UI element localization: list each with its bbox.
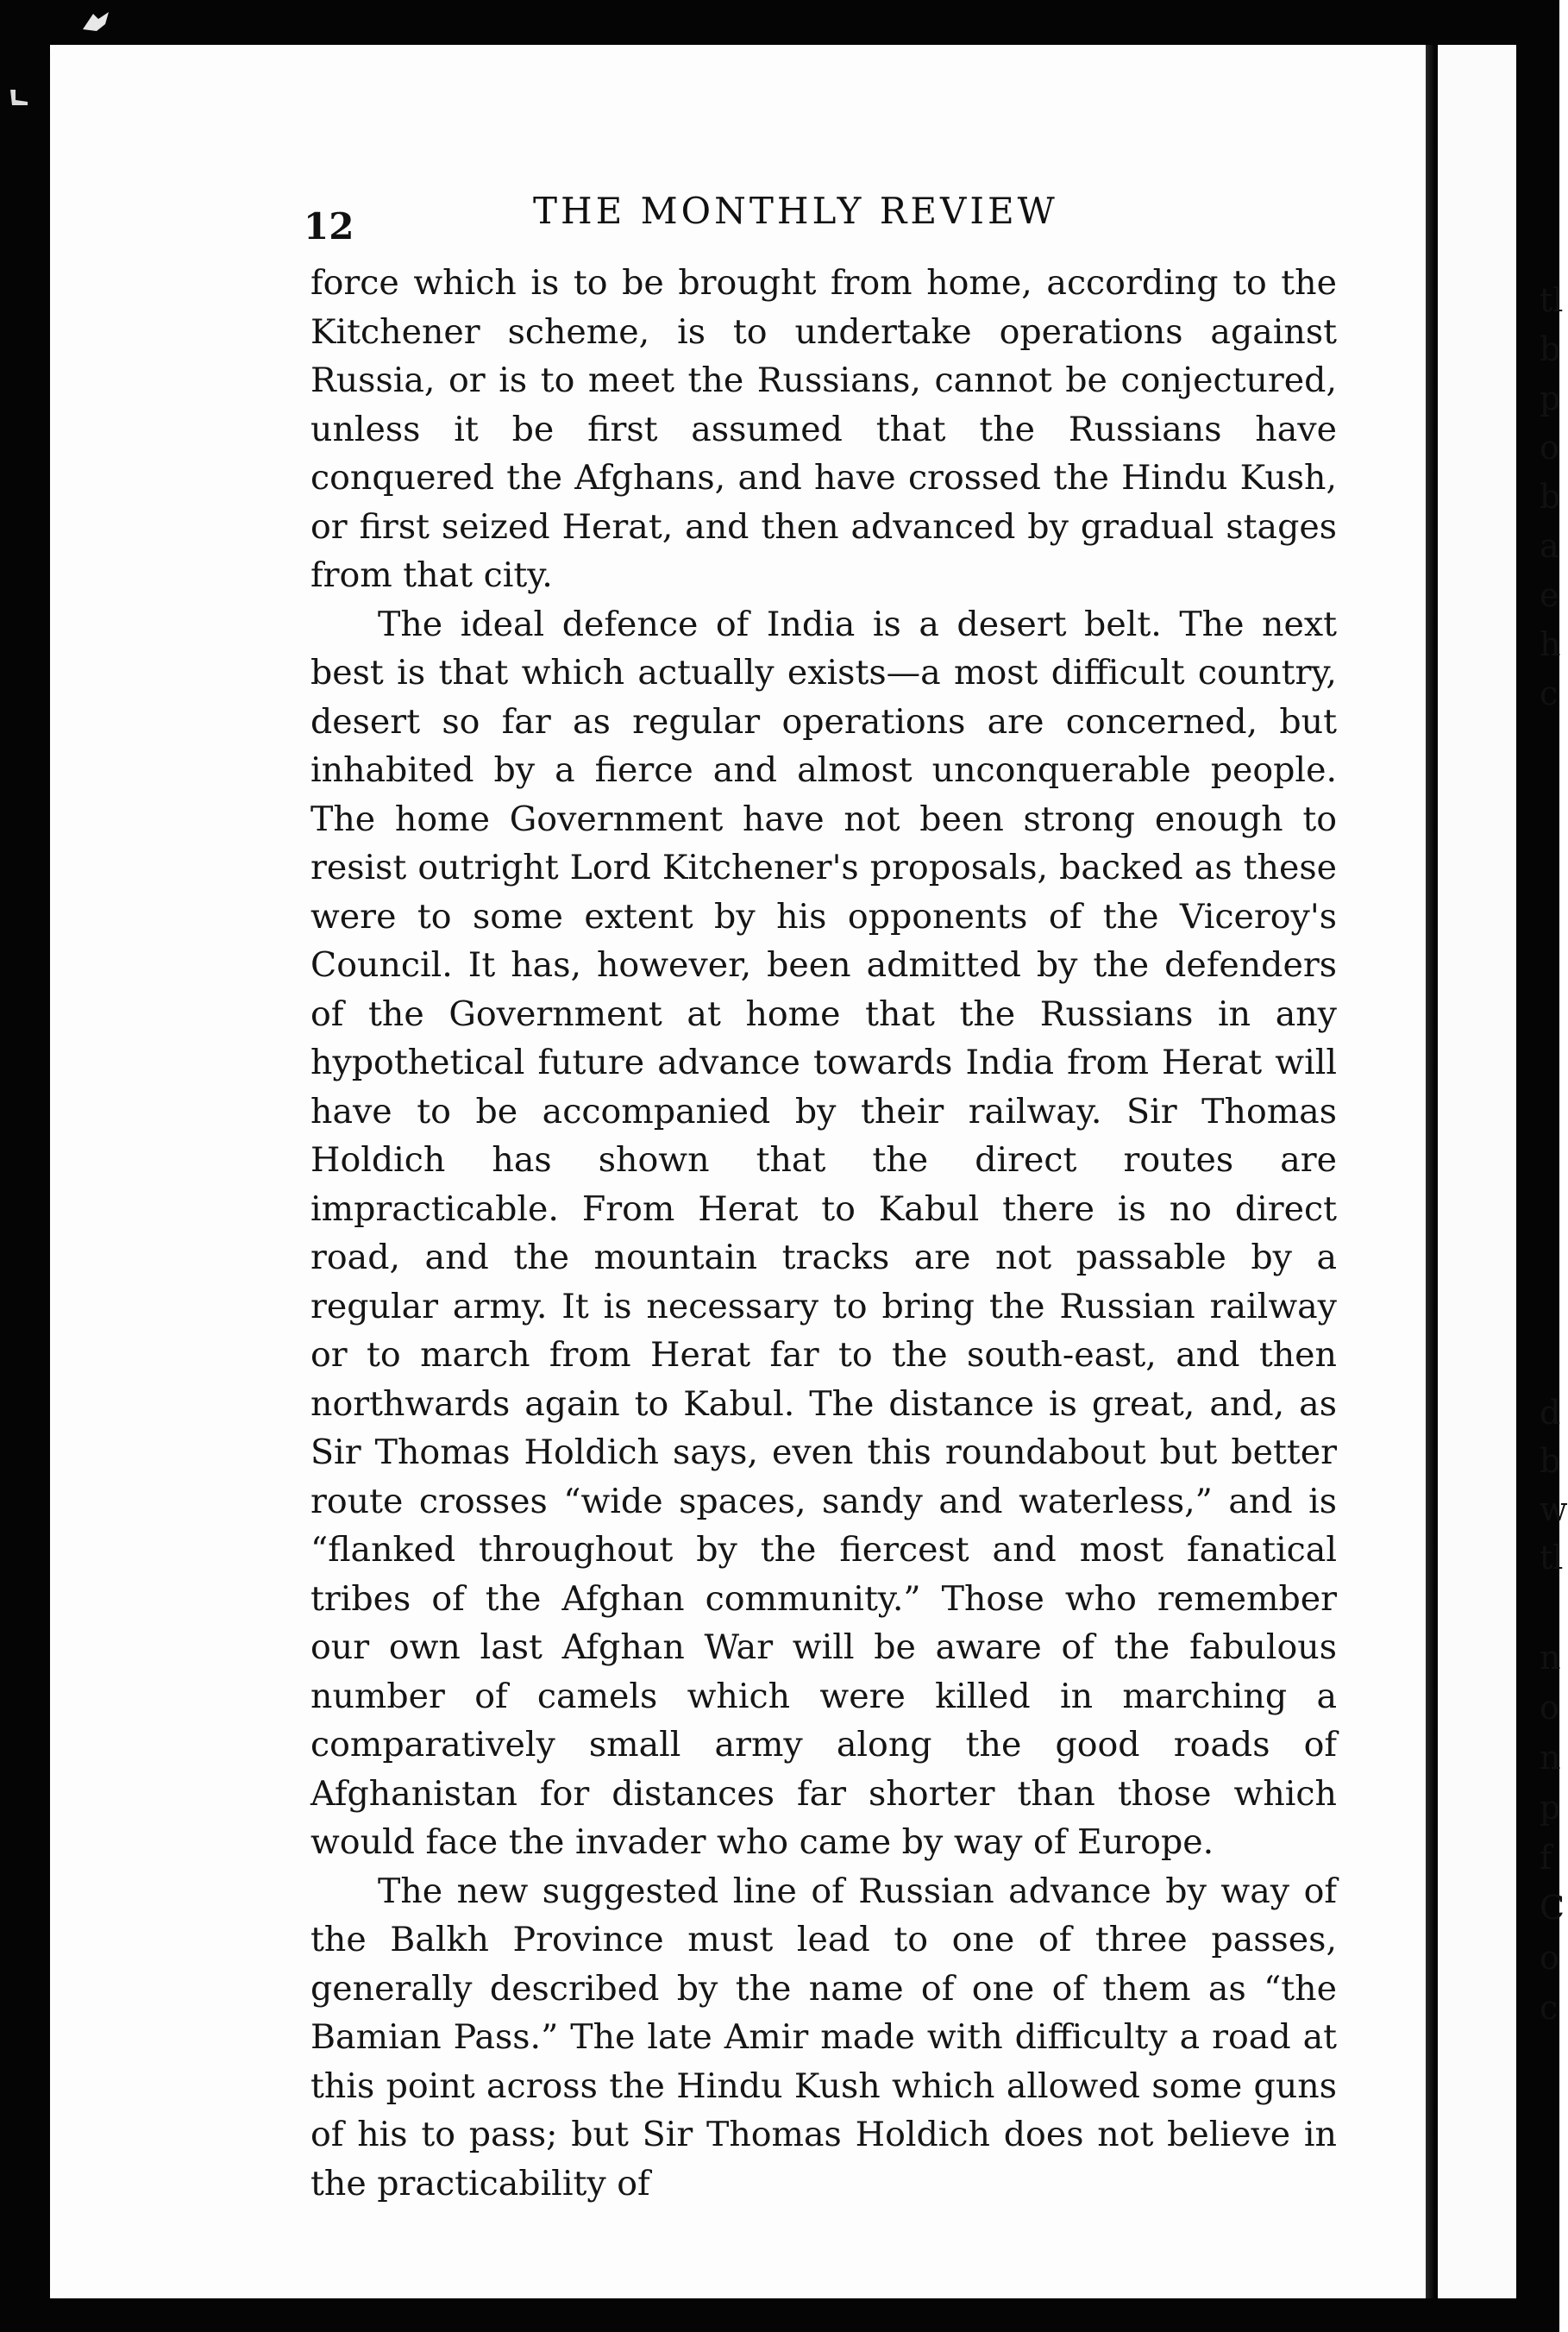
book-gutter bbox=[1426, 45, 1438, 2298]
scan-border-bottom bbox=[0, 2298, 1559, 2332]
facing-page-fragment: d bbox=[1540, 1394, 1561, 1432]
paragraph: The new suggested line of Russian advance by way of the Balkh Province must lead to one of three passes, generally described by the name of one of them as “the Bamian Pass.” The late Amir made with difficulty a road at this point across the Hindu Kush which allowed some guns of his to pass; but Sir Thomas Holdich does not believe in the practicability of bbox=[310, 1871, 1337, 2203]
facing-page-fragment: o bbox=[1540, 429, 1559, 467]
facing-page-fragment: b bbox=[1540, 330, 1561, 368]
facing-page-fragment: c bbox=[1540, 674, 1559, 712]
facing-page-fragment: o bbox=[1540, 1689, 1559, 1727]
running-head bbox=[304, 174, 1330, 248]
facing-page-fragment: e bbox=[1540, 576, 1559, 614]
facing-page-fragment: p bbox=[1540, 379, 1561, 417]
facing-page-fragment: n bbox=[1540, 1639, 1561, 1677]
facing-page-fragment: tl bbox=[1540, 1539, 1564, 1577]
facing-page-fragment: a bbox=[1540, 527, 1559, 565]
scan-smudge-icon bbox=[7, 86, 31, 109]
facing-page-fragment: w bbox=[1540, 1490, 1568, 1528]
facing-page-fragment: tl bbox=[1540, 281, 1564, 319]
facing-page-fragment: p bbox=[1540, 1789, 1561, 1827]
paragraph: force which is to be brought from home, according to the Kitchener scheme, is to undertake operations against Russia, or is to meet the Russians, cannot be conjectured, unless it be first assumed that the Russians have conquered the Afghans, and have crossed the Hindu Kush, or first seized Herat, and then advanced by gradual stages from that city. bbox=[310, 263, 1337, 595]
facing-page-fragment: C bbox=[1540, 1889, 1565, 1927]
facing-page-fragment: o bbox=[1540, 1939, 1559, 1977]
paragraph: The ideal defence of India is a desert belt. The next best is that which actually exists—a most difficult country, desert so far as regular operations are concerned, but inhabited by a fierce and almost unconquerable people. The home Government have not been strong enough to resist outright Lord Kitchener's proposals, backed as these were to some extent by his opponents of the Viceroy's Council. It has, however, been admitted by the defenders of the Government at home that the Russians in any hypothetical future advance towards India from Herat will have to be accompanied by their railway. Sir Thomas Holdich has shown that the direct routes are impracticable. From Herat to Kabul there is no direct road, and the mountain tracks are not passable by a regular army. It is necessary to bring the Russian railway or to march from Herat far to the south-east, and then northwards again to Kabul. The distance is great, and, as Sir Thomas Holdich says, even this roundabout but better route crosses “wide spaces, sandy and waterless,” and is “flanked throughout by the fiercest and most fanatical tribes of the Afghan community.” Those who remember our own last Afghan War will be aware of the fabulous number of camels which were killed in marching a comparatively small army along the good roads of Afghanistan for distances far shorter than those which would face the invader who came by way of Europe. bbox=[310, 604, 1337, 1862]
facing-page-fragment: n bbox=[1540, 1739, 1561, 1777]
scan-border-top bbox=[0, 0, 1559, 45]
scan-border-left bbox=[0, 0, 50, 2332]
facing-page-fragment: b bbox=[1540, 478, 1561, 516]
scan-smudge-icon bbox=[79, 9, 112, 34]
body-text bbox=[310, 259, 1337, 2208]
page-number: 12 bbox=[304, 205, 354, 248]
facing-page-fragment: f bbox=[1540, 1839, 1552, 1877]
facing-page-fragment: h bbox=[1540, 625, 1561, 663]
facing-page-fragment: b bbox=[1540, 1442, 1561, 1480]
facing-page-fragment: c bbox=[1540, 1989, 1559, 2027]
facing-page-edge bbox=[1438, 45, 1516, 2298]
running-title: THE MONTHLY REVIEW bbox=[533, 190, 1058, 232]
